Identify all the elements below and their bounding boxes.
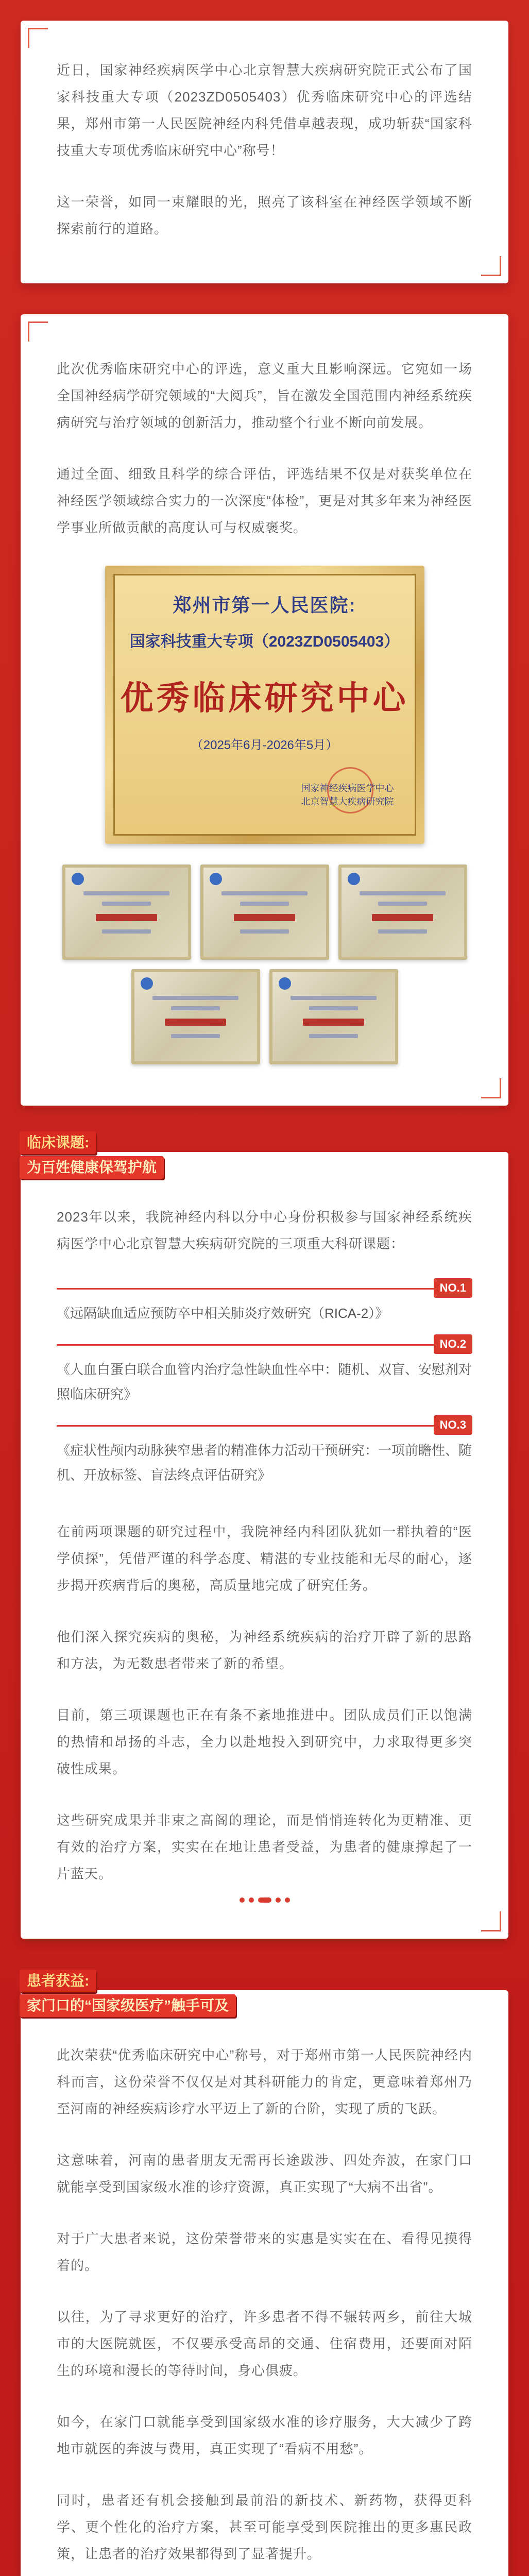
main-certificate-image [105,566,424,844]
intro-paragraph-2: 这一荣誉，如同一束耀眼的光，照亮了该科室在神经医学领域不断探索前行的道路。 [57,194,472,236]
certificate-issuer-line-1: 国家神经疾病医学中心 [301,783,394,793]
certificate-issuer-line-2: 北京智慧大疾病研究院 [301,796,394,807]
logo-icon [72,873,84,885]
certificate-plaque [113,574,416,836]
benefits-paragraph-4: 以往，为了寻求更好的治疗，许多患者不得不辗转两乡，前往大城市的大医院就医，不仅要承受高昂的交通、住宿费用，还要面对陌生的环境和漫长的等待时间，身心俱疲。 [57,2309,472,2378]
certificate-thumbnail [200,865,329,960]
project-title: 《人血白蛋白联合血管内治疗急性缺血性卒中：随机、双盲、安慰剂对照临床研究》 [57,1362,472,1402]
clinical-paragraph-2: 在前两项课题的研究过程中，我院神经内科团队犹如一群执着的“医学侦探”，凭借严谨的科学态度、精湛的专业技能和无尽的耐心，逐步揭开疾病背后的奥秘，高质量地完成了研究任务。 [57,1524,472,1593]
clinical-paragraph-5: 这些研究成果并非束之高阁的理论，而是悄悄连转化为更精准、更有效的治疗方案，实实在在地让患者受益，为患者的健康撑起了一片蓝天。 [57,1812,472,1882]
intro-card [21,21,508,283]
certificate-thumbnail [62,865,191,960]
benefits-paragraph-2: 这意味着，河南的患者朋友无需再长途跋涉、四处奔波，在家门口就能享受到国家级水准的诊疗资源，真正实现了“大病不出省”。 [57,2153,472,2195]
logo-icon [279,977,291,990]
project-badge: NO.3 [434,1415,472,1435]
certificate-thumbnail [338,865,467,960]
project-badge: NO.1 [434,1278,472,1298]
benefits-paragraph-6: 同时，患者还有机会接触到最前沿的新技术、新药物，获得更科学、更个性化的治疗方案，甚至可能享受到医院推出的更多惠民政策，让患者的治疗效果都得到了显著提升。 [57,2493,472,2562]
certificate-period: （2025年6月-2026年5月） [191,738,338,752]
logo-icon [210,873,222,885]
intro-paragraph-1: 近日，国家神经疾病医学中心北京智慧大疾病研究院正式公布了国家科技重大专项（2023ZD0505403）优秀临床研究中心的评选结果，郑州市第一人民医院神经内科凭借卓越表现，成功斩获“国家科技重大专项优秀临床研究中心”称号！ [57,62,472,158]
patient-benefits-card [21,1973,508,2576]
clinical-paragraph-3: 他们深入探究疾病的奥秘，为神经系统疾病的治疗开辟了新的思路和方法，为无数患者带来了新的希望。 [57,1629,472,1671]
benefits-paragraph-5: 如今，在家门口就能享受到国家级水准的诊疗服务，大大减少了跨地市就医的奔波与费用，真正实现了“看病不用愁”。 [57,2414,472,2456]
certificate-issuer [301,782,394,808]
clinical-intro: 2023年以来，我院神经内科以分中心身份积极参与国家神经系统疾病医学中心北京智慧大疾病研究院的三项重大科研课题： [57,1209,472,1251]
section-divider-dots [57,1897,472,1903]
award-paragraph-2: 通过全面、细致且科学的综合评估，评选结果不仅是对获奖单位在神经医学领域综合实力的一次深度“体检”，更是对其多年来为神经医学事业所做贡献的高度认可与权威褒奖。 [57,466,472,535]
section-tag-subtitle: 家门口的“国家级医疗”触手可及 [20,1994,236,2017]
clinical-paragraph-4: 目前，第三项课题也正在有条不紊地推进中。团队成员们正以饱满的热情和昂扬的斗志，全力以赴地投入到研究中，力求取得更多突破性成果。 [57,1707,472,1776]
clinical-projects-card [21,1134,508,1939]
section-header-clinical [20,1131,164,1181]
project-badge: NO.2 [434,1334,472,1354]
certificate-thumbnail [269,969,398,1064]
certificate-title: 优秀临床研究中心 [120,679,409,718]
section-tag-title: 患者获益: [20,1970,96,1992]
project-item-2 [57,1337,472,1406]
project-title: 《症状性颅内动脉狭窄患者的精准体力活动干预研究：一项前瞻性、随机、开放标签、盲法终点评估研究》 [57,1443,472,1483]
section-header-benefits [20,1970,236,2019]
project-item-1 [57,1281,472,1326]
benefits-paragraph-3: 对于广大患者来说，这份荣誉带来的实惠是实实在在、看得见摸得着的。 [57,2231,472,2273]
certificate-org: 郑州市第一人民医院: [173,595,356,616]
certificate-thumbnail [131,969,260,1064]
project-item-3 [57,1418,472,1487]
logo-icon [348,873,360,885]
logo-icon [141,977,153,990]
section-tag-subtitle: 为百姓健康保驾护航 [20,1156,164,1179]
section-tag-title: 临床课题: [20,1131,96,1154]
certificate-gallery [57,865,472,1064]
benefits-paragraph-1: 此次荣获“优秀临床研究中心”称号，对于郑州市第一人民医院神经内科而言，这份荣誉不仅仅是对其科研能力的肯定，更意味着郑州乃至河南的神经疾病诊疗水平迈上了新的台阶，实现了质的飞跃。 [57,2047,472,2116]
certificate-project: 国家科技重大专项（2023ZD0505403） [129,633,400,650]
award-paragraph-1: 此次优秀临床研究中心的评选，意义重大且影响深远。它宛如一场全国神经病学研究领域的“大阅兵”，旨在激发全国范围内神经系统疾病研究与治疗领域的创新活力，推动整个行业不断向前发展。 [57,361,472,430]
project-title: 《远隔缺血适应预防卒中相关肺炎疗效研究（RICA-2）》 [57,1306,389,1321]
award-card [21,314,508,1106]
